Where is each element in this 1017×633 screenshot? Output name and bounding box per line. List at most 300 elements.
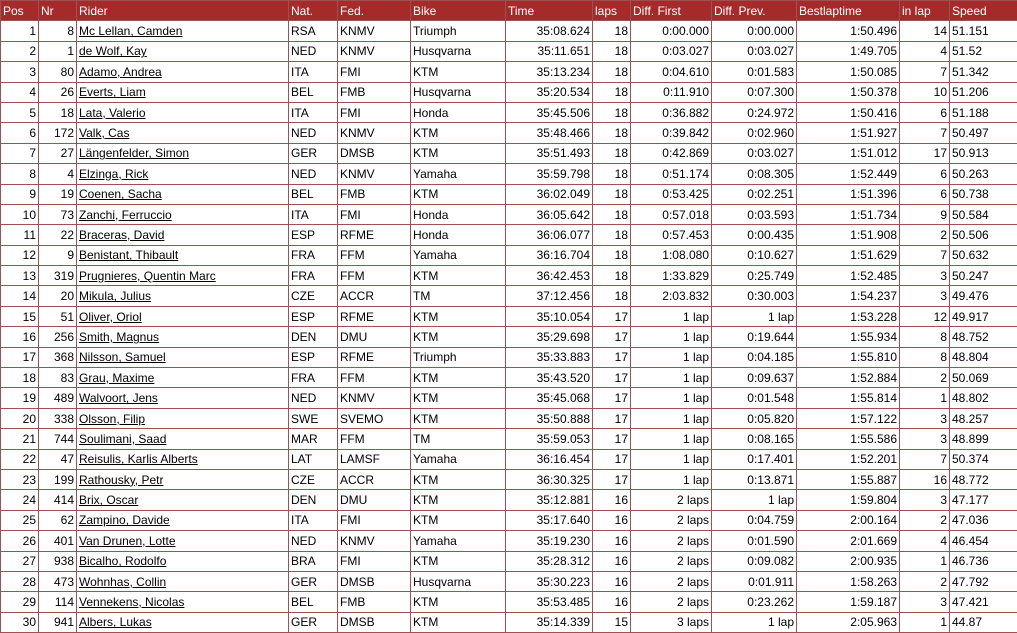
cell-bestlaptime: 1:59.804: [797, 490, 900, 510]
cell-speed: 47.177: [950, 490, 1017, 510]
cell-in-lap: 7: [900, 62, 950, 82]
cell-bestlaptime: 1:50.085: [797, 62, 900, 82]
cell-rider: [77, 531, 289, 551]
cell-speed: 47.036: [950, 510, 1017, 530]
cell-fed: DMU: [338, 490, 411, 510]
cell-nr: 8: [39, 21, 77, 41]
header-time: Time: [506, 1, 593, 21]
table-row: [1, 62, 1017, 82]
cell-pos: 15: [1, 306, 39, 326]
cell-bestlaptime: 1:59.187: [797, 592, 900, 612]
cell-bike: KTM: [411, 388, 506, 408]
cell-nr: 22: [39, 225, 77, 245]
rider-link[interactable]: Van Drunen, Lotte: [79, 534, 176, 548]
cell-diff-first: 2:03.832: [631, 286, 712, 306]
header-bike: Bike: [411, 1, 506, 21]
rider-link[interactable]: Coenen, Sacha: [79, 187, 162, 201]
cell-laps: 16: [593, 490, 631, 510]
header-bestlaptime: Bestlaptime: [797, 1, 900, 21]
rider-link[interactable]: Olsson, Filip: [79, 412, 145, 426]
cell-time: 36:16.704: [506, 245, 593, 265]
rider-link[interactable]: Brix, Oscar: [79, 493, 138, 507]
cell-nat: ITA: [289, 510, 338, 530]
header-diff-first: Diff. First: [631, 1, 712, 21]
cell-laps: 17: [593, 388, 631, 408]
cell-laps: 17: [593, 429, 631, 449]
cell-bestlaptime: 1:57.122: [797, 408, 900, 428]
cell-diff-first: 1 lap: [631, 388, 712, 408]
cell-bestlaptime: 1:55.810: [797, 347, 900, 367]
cell-bike: KTM: [411, 327, 506, 347]
cell-nr: 338: [39, 408, 77, 428]
cell-laps: 17: [593, 347, 631, 367]
cell-speed: 47.792: [950, 571, 1017, 591]
cell-pos: 19: [1, 388, 39, 408]
cell-speed: 46.454: [950, 531, 1017, 551]
cell-diff-first: 0:39.842: [631, 123, 712, 143]
cell-diff-prev: 0:17.401: [712, 449, 797, 469]
cell-rider: [77, 41, 289, 61]
cell-time: 35:10.054: [506, 306, 593, 326]
cell-diff-first: 0:57.453: [631, 225, 712, 245]
table-row: [1, 490, 1017, 510]
rider-link[interactable]: Lata, Valerio: [79, 106, 146, 120]
cell-in-lap: 7: [900, 245, 950, 265]
cell-in-lap: 16: [900, 469, 950, 489]
cell-pos: 9: [1, 184, 39, 204]
cell-diff-prev: 0:01.583: [712, 62, 797, 82]
cell-in-lap: 7: [900, 449, 950, 469]
rider-link[interactable]: Elzinga, Rick: [79, 167, 148, 181]
rider-link[interactable]: Vennekens, Nicolas: [79, 595, 184, 609]
table-row: [1, 41, 1017, 61]
cell-nat: SWE: [289, 408, 338, 428]
cell-nr: 414: [39, 490, 77, 510]
cell-rider: [77, 490, 289, 510]
cell-diff-prev: 0:00.000: [712, 21, 797, 41]
cell-bike: Triumph: [411, 21, 506, 41]
rider-link[interactable]: de Wolf, Kay: [79, 44, 147, 58]
cell-bike: Yamaha: [411, 164, 506, 184]
cell-in-lap: 1: [900, 551, 950, 571]
rider-link[interactable]: Oliver, Oriol: [79, 310, 142, 324]
cell-pos: 6: [1, 123, 39, 143]
cell-diff-prev: 0:03.027: [712, 41, 797, 61]
cell-diff-prev: 1 lap: [712, 490, 797, 510]
cell-bike: KTM: [411, 123, 506, 143]
cell-bike: KTM: [411, 551, 506, 571]
cell-pos: 23: [1, 469, 39, 489]
cell-fed: RFME: [338, 306, 411, 326]
cell-fed: FFM: [338, 429, 411, 449]
header-laps: laps: [593, 1, 631, 21]
cell-time: 35:53.485: [506, 592, 593, 612]
rider-link[interactable]: Zanchi, Ferruccio: [79, 208, 172, 222]
table-row: [1, 225, 1017, 245]
cell-bike: Yamaha: [411, 531, 506, 551]
cell-nr: 368: [39, 347, 77, 367]
cell-rider: [77, 102, 289, 122]
cell-fed: KNMV: [338, 388, 411, 408]
cell-nr: 114: [39, 592, 77, 612]
cell-rider: [77, 245, 289, 265]
rider-link[interactable]: Mikula, Julius: [79, 289, 151, 303]
cell-nr: 80: [39, 62, 77, 82]
cell-nr: 473: [39, 571, 77, 591]
cell-nat: NED: [289, 123, 338, 143]
cell-laps: 17: [593, 306, 631, 326]
rider-link[interactable]: Mc Lellan, Camden: [79, 24, 182, 38]
rider-link[interactable]: Everts, Liam: [79, 85, 146, 99]
table-row: [1, 368, 1017, 388]
cell-fed: ACCR: [338, 469, 411, 489]
rider-link[interactable]: Prugnieres, Quentin Marc: [79, 269, 216, 283]
header-in-lap: in lap: [900, 1, 950, 21]
table-row: [1, 429, 1017, 449]
cell-speed: 50.374: [950, 449, 1017, 469]
cell-speed: 49.917: [950, 306, 1017, 326]
cell-fed: SVEMO: [338, 408, 411, 428]
cell-laps: 18: [593, 245, 631, 265]
cell-speed: 49.476: [950, 286, 1017, 306]
cell-speed: 51.52: [950, 41, 1017, 61]
cell-speed: 48.752: [950, 327, 1017, 347]
cell-fed: KNMV: [338, 164, 411, 184]
cell-in-lap: 8: [900, 347, 950, 367]
cell-fed: DMSB: [338, 571, 411, 591]
cell-laps: 17: [593, 408, 631, 428]
header-rider: Rider: [77, 1, 289, 21]
cell-nat: GER: [289, 612, 338, 632]
cell-fed: FFM: [338, 245, 411, 265]
rider-link[interactable]: Nilsson, Samuel: [79, 350, 166, 364]
cell-pos: 3: [1, 62, 39, 82]
cell-time: 35:50.888: [506, 408, 593, 428]
cell-diff-first: 0:53.425: [631, 184, 712, 204]
rider-link[interactable]: Braceras, David: [79, 228, 164, 242]
cell-laps: 18: [593, 225, 631, 245]
cell-speed: 50.738: [950, 184, 1017, 204]
cell-speed: 50.263: [950, 164, 1017, 184]
cell-nr: 20: [39, 286, 77, 306]
cell-diff-first: 1 lap: [631, 327, 712, 347]
cell-bestlaptime: 2:00.164: [797, 510, 900, 530]
cell-rider: [77, 571, 289, 591]
cell-fed: FMB: [338, 82, 411, 102]
cell-bestlaptime: 1:53.228: [797, 306, 900, 326]
table-row: [1, 592, 1017, 612]
table-row: [1, 102, 1017, 122]
cell-speed: 50.506: [950, 225, 1017, 245]
cell-bike: KTM: [411, 368, 506, 388]
cell-time: 35:28.312: [506, 551, 593, 571]
cell-time: 35:08.624: [506, 21, 593, 41]
cell-pos: 12: [1, 245, 39, 265]
cell-bike: KTM: [411, 490, 506, 510]
cell-bike: KTM: [411, 306, 506, 326]
cell-nat: ESP: [289, 347, 338, 367]
cell-bike: KTM: [411, 469, 506, 489]
cell-rider: [77, 164, 289, 184]
cell-diff-prev: 0:30.003: [712, 286, 797, 306]
header-row: [1, 1, 1017, 21]
cell-time: 35:17.640: [506, 510, 593, 530]
cell-fed: FMI: [338, 102, 411, 122]
cell-speed: 50.913: [950, 143, 1017, 163]
rider-link[interactable]: Grau, Maxime: [79, 371, 154, 385]
cell-time: 35:51.493: [506, 143, 593, 163]
cell-rider: [77, 123, 289, 143]
cell-fed: FMI: [338, 551, 411, 571]
cell-rider: [77, 21, 289, 41]
rider-link[interactable]: Soulimani, Saad: [79, 432, 166, 446]
cell-rider: [77, 184, 289, 204]
cell-time: 35:59.053: [506, 429, 593, 449]
cell-time: 35:45.506: [506, 102, 593, 122]
cell-time: 35:12.881: [506, 490, 593, 510]
cell-speed: 48.772: [950, 469, 1017, 489]
rider-link[interactable]: Rathousky, Petr: [79, 473, 163, 487]
cell-laps: 17: [593, 449, 631, 469]
cell-in-lap: 1: [900, 388, 950, 408]
cell-nat: CZE: [289, 469, 338, 489]
cell-laps: 18: [593, 286, 631, 306]
cell-nr: 18: [39, 102, 77, 122]
cell-nr: 19: [39, 184, 77, 204]
cell-diff-first: 1 lap: [631, 306, 712, 326]
cell-time: 35:45.068: [506, 388, 593, 408]
cell-pos: 13: [1, 266, 39, 286]
cell-diff-first: 0:51.174: [631, 164, 712, 184]
cell-time: 35:19.230: [506, 531, 593, 551]
cell-pos: 20: [1, 408, 39, 428]
cell-fed: DMU: [338, 327, 411, 347]
cell-bike: KTM: [411, 408, 506, 428]
cell-fed: FFM: [338, 368, 411, 388]
cell-pos: 21: [1, 429, 39, 449]
cell-in-lap: 2: [900, 571, 950, 591]
cell-pos: 28: [1, 571, 39, 591]
cell-fed: FMI: [338, 62, 411, 82]
cell-nr: 938: [39, 551, 77, 571]
cell-pos: 4: [1, 82, 39, 102]
cell-laps: 18: [593, 21, 631, 41]
table-row: [1, 388, 1017, 408]
table-row: [1, 82, 1017, 102]
cell-bestlaptime: 1:55.887: [797, 469, 900, 489]
rider-link[interactable]: Walvoort, Jens: [79, 391, 158, 405]
cell-nat: ITA: [289, 102, 338, 122]
cell-time: 35:13.234: [506, 62, 593, 82]
table-row: [1, 286, 1017, 306]
cell-time: 36:05.642: [506, 204, 593, 224]
cell-rider: [77, 306, 289, 326]
cell-pos: 7: [1, 143, 39, 163]
cell-fed: FMI: [338, 510, 411, 530]
rider-link[interactable]: Wohnhas, Collin: [79, 575, 166, 589]
cell-nat: DEN: [289, 490, 338, 510]
cell-in-lap: 3: [900, 408, 950, 428]
cell-in-lap: 3: [900, 592, 950, 612]
rider-link[interactable]: Reisulis, Karlis Alberts: [79, 452, 198, 466]
cell-bike: KTM: [411, 510, 506, 530]
cell-diff-first: 0:42.869: [631, 143, 712, 163]
cell-diff-first: 0:11.910: [631, 82, 712, 102]
rider-link[interactable]: Zampino, Davide: [79, 513, 170, 527]
cell-rider: [77, 225, 289, 245]
cell-fed: ACCR: [338, 286, 411, 306]
cell-laps: 18: [593, 143, 631, 163]
rider-link[interactable]: Valk, Cas: [79, 126, 129, 140]
table-row: [1, 164, 1017, 184]
cell-nat: BEL: [289, 184, 338, 204]
cell-time: 35:59.798: [506, 164, 593, 184]
cell-diff-prev: 0:24.972: [712, 102, 797, 122]
cell-time: 36:30.325: [506, 469, 593, 489]
cell-laps: 18: [593, 82, 631, 102]
cell-nr: 47: [39, 449, 77, 469]
cell-bestlaptime: 2:01.669: [797, 531, 900, 551]
cell-laps: 18: [593, 164, 631, 184]
cell-fed: FMB: [338, 184, 411, 204]
cell-bestlaptime: 1:52.485: [797, 266, 900, 286]
header-nat: Nat.: [289, 1, 338, 21]
cell-diff-first: 1 lap: [631, 469, 712, 489]
cell-time: 35:20.534: [506, 82, 593, 102]
rider-link[interactable]: Längenfelder, Simon: [79, 146, 189, 160]
cell-laps: 18: [593, 123, 631, 143]
cell-bike: Honda: [411, 204, 506, 224]
cell-in-lap: 10: [900, 82, 950, 102]
table-row: [1, 510, 1017, 530]
cell-laps: 18: [593, 204, 631, 224]
cell-bestlaptime: 1:55.814: [797, 388, 900, 408]
cell-pos: 5: [1, 102, 39, 122]
cell-pos: 25: [1, 510, 39, 530]
cell-fed: FMI: [338, 204, 411, 224]
cell-bike: TM: [411, 429, 506, 449]
cell-nat: BEL: [289, 592, 338, 612]
cell-nat: ITA: [289, 204, 338, 224]
cell-diff-prev: 1 lap: [712, 612, 797, 632]
cell-fed: DMSB: [338, 612, 411, 632]
cell-speed: 44.87: [950, 612, 1017, 632]
cell-nat: FRA: [289, 245, 338, 265]
cell-rider: [77, 551, 289, 571]
rider-link[interactable]: Bicalho, Rodolfo: [79, 554, 166, 568]
cell-speed: 47.421: [950, 592, 1017, 612]
cell-laps: 17: [593, 469, 631, 489]
cell-diff-prev: 0:13.871: [712, 469, 797, 489]
cell-pos: 30: [1, 612, 39, 632]
cell-pos: 29: [1, 592, 39, 612]
cell-in-lap: 17: [900, 143, 950, 163]
cell-time: 35:30.223: [506, 571, 593, 591]
cell-in-lap: 2: [900, 225, 950, 245]
cell-diff-prev: 0:07.300: [712, 82, 797, 102]
cell-laps: 17: [593, 368, 631, 388]
cell-nr: 489: [39, 388, 77, 408]
cell-speed: 51.342: [950, 62, 1017, 82]
table-row: [1, 449, 1017, 469]
cell-nat: ESP: [289, 306, 338, 326]
cell-bestlaptime: 1:51.927: [797, 123, 900, 143]
cell-speed: 48.804: [950, 347, 1017, 367]
cell-nat: MAR: [289, 429, 338, 449]
cell-nat: GER: [289, 143, 338, 163]
cell-nat: FRA: [289, 266, 338, 286]
cell-rider: [77, 510, 289, 530]
rider-link[interactable]: Benistant, Thibault: [79, 248, 178, 262]
cell-bestlaptime: 1:50.496: [797, 21, 900, 41]
cell-diff-prev: 0:02.960: [712, 123, 797, 143]
cell-bestlaptime: 1:58.263: [797, 571, 900, 591]
rider-link[interactable]: Albers, Lukas: [79, 615, 152, 629]
cell-fed: KNMV: [338, 41, 411, 61]
cell-time: 36:42.453: [506, 266, 593, 286]
cell-rider: [77, 82, 289, 102]
cell-speed: 48.899: [950, 429, 1017, 449]
cell-diff-first: 2 laps: [631, 490, 712, 510]
cell-pos: 14: [1, 286, 39, 306]
cell-in-lap: 6: [900, 184, 950, 204]
cell-laps: 17: [593, 327, 631, 347]
rider-link[interactable]: Adamo, Andrea: [79, 65, 162, 79]
cell-bestlaptime: 1:54.237: [797, 286, 900, 306]
table-row: [1, 571, 1017, 591]
cell-bike: Yamaha: [411, 449, 506, 469]
cell-diff-first: 3 laps: [631, 612, 712, 632]
cell-diff-first: 1 lap: [631, 429, 712, 449]
cell-diff-prev: 0:05.820: [712, 408, 797, 428]
cell-speed: 51.188: [950, 102, 1017, 122]
cell-nat: CZE: [289, 286, 338, 306]
cell-pos: 8: [1, 164, 39, 184]
cell-in-lap: 9: [900, 204, 950, 224]
cell-laps: 16: [593, 510, 631, 530]
cell-bike: KTM: [411, 184, 506, 204]
cell-nat: BEL: [289, 82, 338, 102]
cell-bestlaptime: 1:50.416: [797, 102, 900, 122]
cell-diff-prev: 0:04.759: [712, 510, 797, 530]
cell-bestlaptime: 1:52.449: [797, 164, 900, 184]
cell-rider: [77, 266, 289, 286]
cell-fed: FFM: [338, 266, 411, 286]
cell-laps: 18: [593, 62, 631, 82]
cell-bike: KTM: [411, 266, 506, 286]
cell-rider: [77, 368, 289, 388]
cell-nr: 26: [39, 82, 77, 102]
cell-bike: Honda: [411, 102, 506, 122]
cell-diff-first: 2 laps: [631, 592, 712, 612]
cell-laps: 16: [593, 592, 631, 612]
cell-diff-prev: 0:03.027: [712, 143, 797, 163]
cell-diff-first: 1:08.080: [631, 245, 712, 265]
cell-bestlaptime: 2:05.963: [797, 612, 900, 632]
cell-in-lap: 7: [900, 123, 950, 143]
cell-speed: 48.802: [950, 388, 1017, 408]
header-fed: Fed.: [338, 1, 411, 21]
cell-bike: KTM: [411, 592, 506, 612]
cell-in-lap: 6: [900, 102, 950, 122]
cell-rider: [77, 408, 289, 428]
rider-link[interactable]: Smith, Magnus: [79, 330, 159, 344]
cell-time: 36:06.077: [506, 225, 593, 245]
cell-diff-first: 2 laps: [631, 510, 712, 530]
cell-time: 35:29.698: [506, 327, 593, 347]
cell-pos: 22: [1, 449, 39, 469]
cell-in-lap: 3: [900, 266, 950, 286]
